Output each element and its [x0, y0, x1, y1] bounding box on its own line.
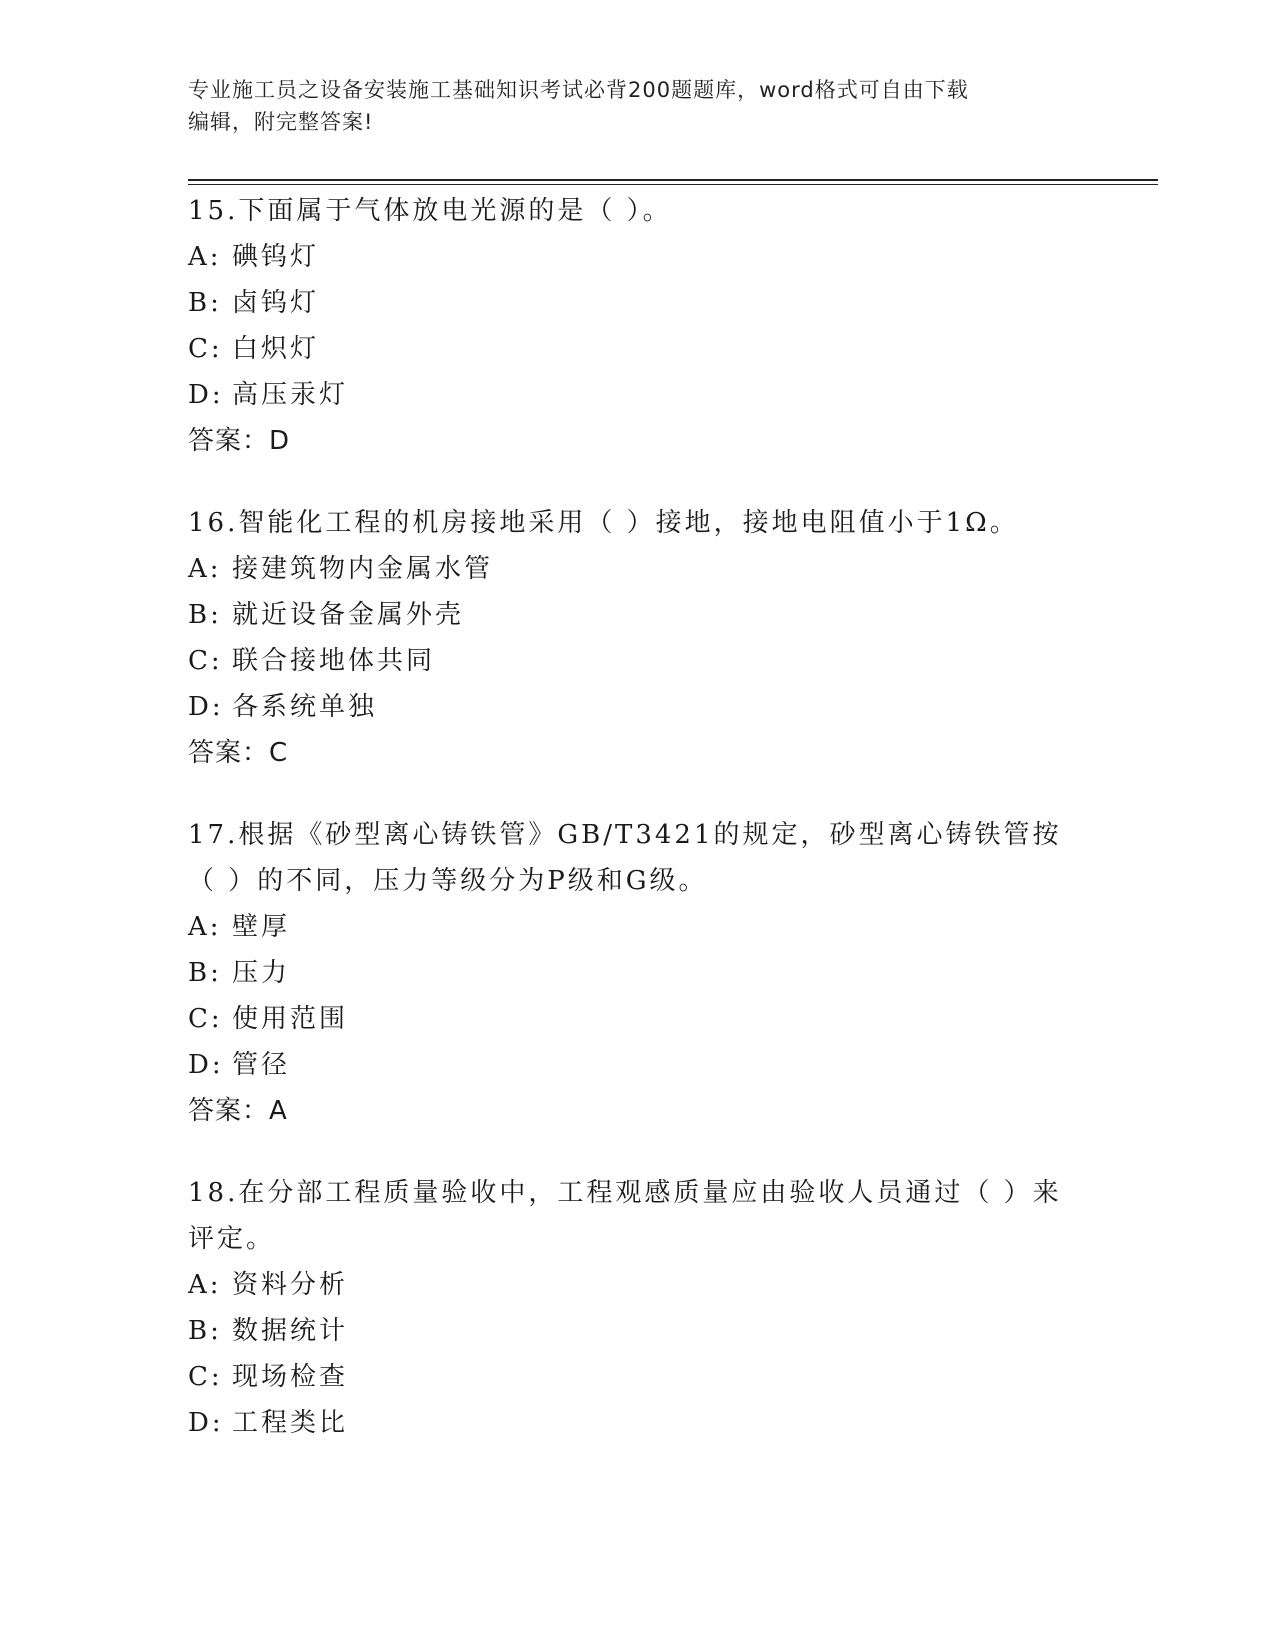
- option-d: [188, 372, 1068, 418]
- option-a: [188, 234, 1068, 280]
- option-letter: B:: [188, 288, 222, 318]
- option-b: [188, 1308, 1068, 1354]
- option-text: 现场检查: [232, 1362, 349, 1392]
- option-text: 碘钨灯: [232, 242, 320, 272]
- option-letter: C:: [188, 1362, 223, 1392]
- header-line-2: 编辑，附完整答案!: [188, 110, 374, 134]
- question-15: [188, 188, 1068, 464]
- option-b: [188, 280, 1068, 326]
- option-c: [188, 996, 1068, 1042]
- question-17: [188, 812, 1068, 1134]
- option-letter: B:: [188, 1316, 222, 1346]
- option-text: 管径: [232, 1050, 291, 1080]
- option-letter: A:: [188, 1270, 222, 1300]
- option-c: [188, 1354, 1068, 1400]
- header-divider-thick: [188, 179, 1158, 181]
- option-text: 高压汞灯: [232, 380, 349, 410]
- option-letter: D:: [188, 692, 224, 722]
- question-stem: 15.下面属于气体放电光源的是（ ）。: [188, 196, 672, 226]
- option-letter: A:: [188, 912, 222, 942]
- document-header: [188, 74, 1068, 138]
- question-18: [188, 1170, 1068, 1446]
- option-text: 各系统单独: [232, 692, 378, 722]
- option-b: [188, 592, 1068, 638]
- option-text: 白炽灯: [232, 334, 320, 364]
- option-letter: D:: [188, 380, 224, 410]
- option-a: [188, 546, 1068, 592]
- answer-line: 答案：C: [188, 738, 289, 768]
- header-line-1: 专业施工员之设备安装施工基础知识考试必背200题题库，word格式可自由下载: [188, 78, 969, 102]
- option-letter: B:: [188, 600, 222, 630]
- option-text: 接建筑物内金属水管: [232, 554, 494, 584]
- option-c: [188, 638, 1068, 684]
- option-letter: D:: [188, 1050, 224, 1080]
- option-text: 压力: [232, 958, 291, 988]
- question-stem: 17.根据《砂型离心铸铁管》GB/T3421的规定，砂型离心铸铁管按（ ）的不同，压力等级分为P级和G级。: [188, 820, 1062, 896]
- answer-line: 答案：D: [188, 426, 291, 456]
- answer-line: 答案：A: [188, 1096, 288, 1126]
- option-text: 卤钨灯: [232, 288, 320, 318]
- question-stem: 16.智能化工程的机房接地采用（ ）接地，接地电阻值小于1Ω。: [188, 508, 1019, 538]
- option-a: [188, 904, 1068, 950]
- option-letter: A:: [188, 554, 222, 584]
- option-text: 壁厚: [232, 912, 291, 942]
- option-text: 就近设备金属外壳: [232, 600, 465, 630]
- option-b: [188, 950, 1068, 996]
- option-d: [188, 1400, 1068, 1446]
- option-letter: C:: [188, 334, 223, 364]
- option-text: 联合接地体共同: [232, 646, 436, 676]
- option-text: 工程类比: [232, 1408, 349, 1438]
- option-letter: D:: [188, 1408, 224, 1438]
- option-letter: C:: [188, 646, 223, 676]
- option-letter: A:: [188, 242, 222, 272]
- option-text: 使用范围: [232, 1004, 349, 1034]
- option-letter: C:: [188, 1004, 223, 1034]
- option-text: 数据统计: [232, 1316, 349, 1346]
- question-stem: 18.在分部工程质量验收中，工程观感质量应由验收人员通过（ ）来评定。: [188, 1178, 1062, 1254]
- option-d: [188, 1042, 1068, 1088]
- option-c: [188, 326, 1068, 372]
- question-16: [188, 500, 1068, 776]
- header-divider-thin: [188, 184, 1158, 185]
- question-list: [188, 188, 1068, 1482]
- option-text: 资料分析: [232, 1270, 349, 1300]
- option-a: [188, 1262, 1068, 1308]
- option-letter: B:: [188, 958, 222, 988]
- option-d: [188, 684, 1068, 730]
